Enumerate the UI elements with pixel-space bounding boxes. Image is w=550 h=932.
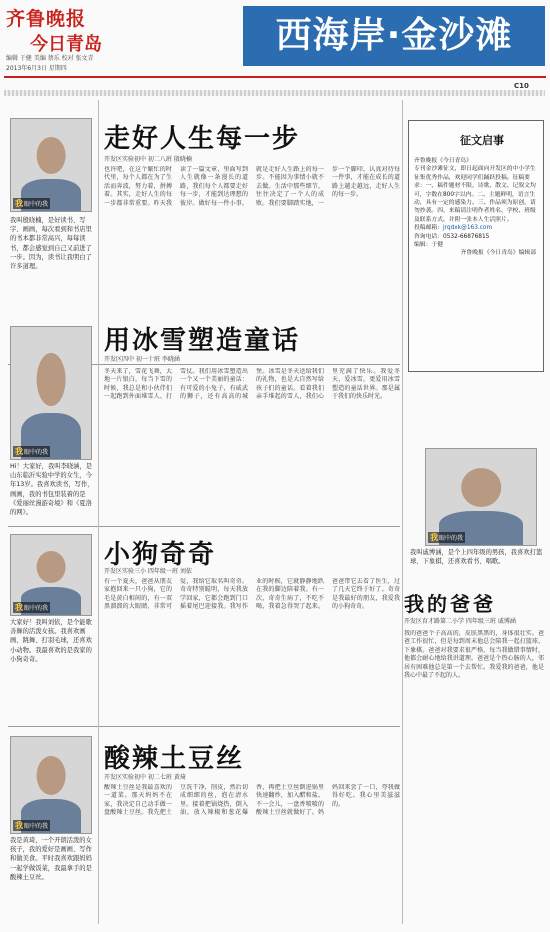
article-3-photo	[10, 534, 92, 616]
article-4-title: 酸辣土豆丝	[104, 744, 245, 774]
article-2-title: 用冰雪塑造童话	[104, 326, 301, 356]
article-5-intro: 我叫戚博涵，是个上四年级的男孩，我喜欢打篮球、下象棋，还喜欢看书、唱歌。	[410, 549, 543, 566]
article-5-title: 我的爸爸	[404, 592, 496, 616]
header-rule	[4, 76, 546, 78]
article-2-intro: Hi！大家好，我叫李晓涵，是山东临沂实验中学的女生，今年13岁。我喜欢读书，写作，画画，我的书包里装着的是《爱丽丝漫游奇境》和《夏洛的网》。	[10, 463, 94, 517]
article-4-body: 酸辣土豆丝是我最喜欢的一道菜。那天妈妈不在家，我决定自己动手做一盘酸辣土豆丝。我先把土豆洗干净，削皮，然后切成细细的丝，泡在清水里。接着把锅烧热，倒入油，放入辣椒和葱花爆香，再把土豆丝倒进锅里快速翻炒，加入醋和盐。不一会儿，一盘香喷喷的酸辣土豆丝就做好了。妈妈回来尝了一口，夸我做得好吃。我心里美滋滋的。	[104, 784, 400, 817]
article-5-photo	[425, 448, 537, 546]
column-rule	[98, 100, 99, 924]
photo-caption: 我眼中的我	[15, 447, 49, 456]
section-banner: 西海岸·金沙滩	[243, 6, 545, 66]
article-1-byline: 开发区实验初中 初二八班 殷晓楠	[104, 156, 192, 163]
section-divider	[8, 726, 400, 727]
notice-phone: 0532-66876815	[443, 233, 490, 240]
article-1-title: 走好人生每一步	[104, 124, 301, 154]
section-divider	[8, 526, 400, 527]
newspaper-sub-brand: 今日青岛	[30, 34, 102, 55]
editor-credits: 编辑 于健 美编 蔡乐 校对 张文青	[6, 55, 94, 62]
photo-caption: 我眼中的我	[15, 821, 49, 830]
photo-caption: 我眼中的我	[15, 603, 49, 612]
notice-sign: 齐鲁晚报《今日青岛》编辑部	[460, 250, 536, 257]
article-4-photo	[10, 736, 92, 834]
article-3-intro: 大家好！我叫刘依，是个能歌善舞的活泼女孩。我喜欢画画、跳舞、打羽毛球，还喜欢小动物。我最喜欢的是我家的小狗奇奇。	[10, 619, 92, 663]
article-3-byline: 开发区实验三小 四年级一班 刘依	[104, 568, 192, 575]
column-rule	[402, 100, 403, 924]
notice-email[interactable]: jrqdxk@163.com	[443, 225, 493, 232]
article-2-photo	[10, 326, 92, 460]
article-3-title: 小狗奇奇	[104, 540, 217, 570]
article-2-body: 冬天来了，雪花飞舞，大地一片银白。每当下雪的时候，我总是和小伙伴们一起跑到外面堆雪人、打雪仗。我们用冰雪塑造出一个又一个美丽的童话：有可爱的小兔子，有威武的狮子，还有高高的城堡。冰雪是冬天送给我们的礼物，也是大自然写给孩子们的童话。看着我们亲手堆起的雪人，我们心里充满了快乐。我爱冬天，爱冰雪，更爱用冰雪塑造的童话世界。那是属于我们的快乐时光。	[104, 368, 400, 401]
article-1-body: 也许吧，在这个繁忙的时代里，每个人都在为了生活而奔波，努力着，拼搏着。其实，走好人生的每一步都非常重要。昨天我读了一篇文章，里面写到人生就像一条漫长的道路，我们每个人都要走好每一步，才能到达理想的彼岸。做好每一件小事，就是走好人生路上的每一步。不能因为事情小就不去做。生活中那些细节，往往决定了一个人的成败。我们要脚踏实地，一步一个脚印，认真对待每一件事，才能在成长的道路上越走越远，走好人生的每一步。	[104, 166, 400, 207]
article-4-intro: 我是黄琦，一个开朗活泼的女孩子，我的爱好是画画、写作和做美食。平时我喜欢跟妈妈一起学做饭菜，我最拿手的是酸辣土豆丝。	[10, 837, 92, 881]
article-1-intro: 我叫殷晓楠，是好读书、写字、画画，每次看到和书店里的书本都非常高兴，每每读书，都会感觉到自己又前进了一步。因为，读书让我明白了许多道理。	[10, 217, 92, 271]
notice-editor: 编辑：于健	[414, 242, 443, 249]
article-2-byline: 开发区四中 初一十班 李晓涵	[104, 356, 180, 363]
newspaper-brand: 齐鲁晚报	[6, 8, 87, 30]
issue-date: 2013年6月3日 星期四	[6, 65, 67, 72]
decorative-stripe	[4, 90, 545, 96]
notice-title: 征文启事	[460, 134, 504, 147]
article-1-photo	[10, 118, 92, 212]
article-5-byline: 开发区育才路第二小学 四年级三班 戚博涵	[404, 618, 516, 625]
page-number: C10	[514, 82, 529, 90]
photo-caption: 我眼中的我	[15, 199, 49, 208]
notice-text: 专刊金沙滩征文，即日起面向开发区的中小学生征集优秀作品，欢迎同学们踊跃投稿。征稿要求：一、稿件题材不限，诗歌、散文、记叙文均可，字数在800字以内。二、主题鲜明，语言生动，具有一定的感染力。三、作品须为原创，请勿抄袭。四、来稿请注明作者姓名、学校、班级及联系方式，并附一张本人生活照片。	[414, 166, 536, 223]
article-4-byline: 开发区实验初中 初二七班 黄琦	[104, 774, 186, 781]
notice-body: 齐鲁晚报《今日青岛》 专刊金沙滩征文，即日起面向开发区的中小学生征集优秀作品，欢迎同学们踊跃投稿。征稿要求：一、稿件题材不限，诗歌、散文、记叙文均可，字数在800字以内。二、主题鲜明，语言生动，具有一定的感染力。三、作品须为原创，请勿抄袭。四、来稿请注明作者姓名、学校、班级及联系方式，并附一张本人生活照片。 投稿邮箱：jrqdxk@163.com 咨询电话：0532-66876815 编辑：于健 齐鲁晚报《今日青岛》编辑部	[414, 158, 536, 257]
notice-line1: 齐鲁晚报《今日青岛》	[414, 158, 472, 164]
me-glyph: 我	[15, 199, 23, 208]
photo-caption: 我眼中的我	[430, 533, 464, 542]
article-3-body: 有一个夏天，爸爸从朋友家抱回来一只小狗，它的毛是黄白相间的，有一双黑溜溜的大眼睛，非常可爱，我给它取名叫奇奇。奇奇特别聪明，每天我放学回家，它都会跑到门口摇着尾巴迎接我。我写作业的时候，它就静静地趴在我的脚边陪着我。有一次，奇奇生病了，不吃不喝，我着急得哭了起来。爸爸带它去看了医生，过了几天它终于好了。奇奇是我最好的朋友，我爱我的小狗奇奇。	[104, 578, 400, 611]
article-5-body: 我的爸爸个子高高的，皮肤黑黑的，身体很壮实。爸爸工作很忙，但是每到周末他总会陪我一起打篮球、下象棋。爸爸对我要求很严格，每当我做错事情时，他都会耐心地给我讲道理。爸爸是个热心肠的人，邻居有困难他总是第一个去帮忙。我爱我的爸爸，他是我心中最了不起的人。	[404, 630, 544, 680]
